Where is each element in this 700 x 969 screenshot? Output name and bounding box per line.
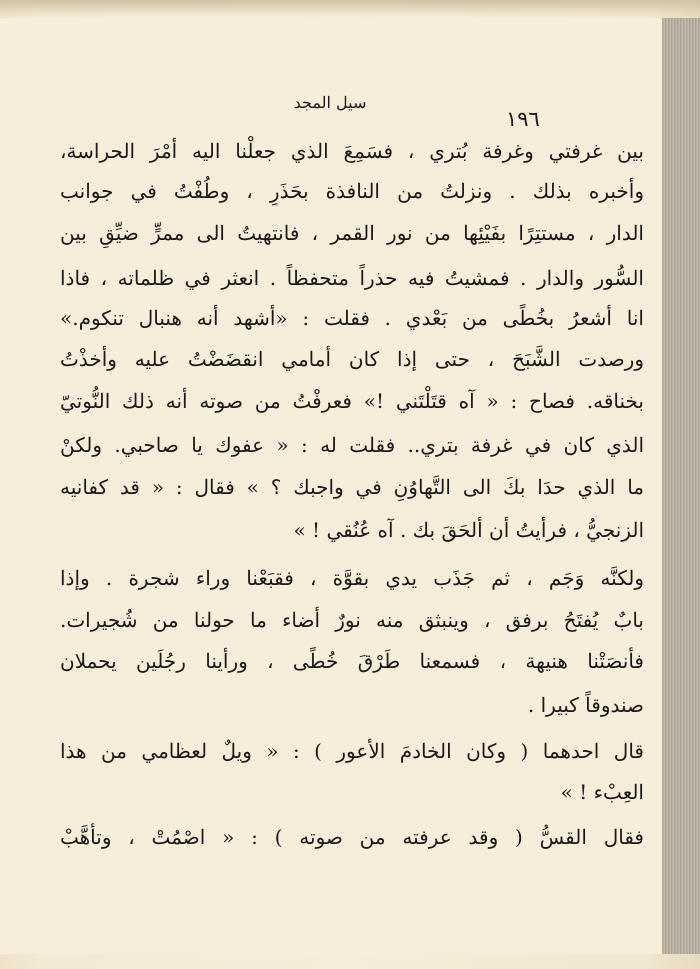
page-number: ١٩٦ [506,107,540,131]
text-line-10: الزنجيُّ ، فرأيتُ أن ألحَقَ بك . آه عُنُقي ! » [293,518,644,542]
text-line-7: بخناقه. فصاح : « آه قتَلْتَني !» فعرفْتُ من صوته أنه ذلك النُّوتيّ [60,389,644,413]
text-line-4: السُّور والدار . فمشيتُ فيه حذراً متحفظاً . انعثر في ظلماته ، فاذا [60,266,644,290]
text-line-15: قال احدهما ( وكان الخادمَ الأعور ) : « ويلٌ لعظامي من هذا [60,739,644,763]
page-edges [661,18,700,954]
text-line-11: ولكنَّه وَجَم ، ثم جَذَب يدي بقوَّة ، فقبَعْنا وراء شجرة . وإذا [60,566,644,590]
text-line-12: بابٌ يُفتَحُ برفق ، وينبثق منه نورٌ أضاء ما حولنا من شُجيرات. [60,608,644,632]
text-line-1: بين غرفتي وغرفة بُتري ، فسَمِعَ الذي جعلْنا اليه أمْرَ الحراسة، [60,139,644,163]
text-line-2: وأخبره بذلك . ونزلتُ من النافذة بحَذَرٍ ، وطُفْتُ في جوانب [60,179,644,203]
text-line-17: فقال القسُّ ( وقد عرفته من صوته ) : « اصْمُتْ ، وتأهَّبْ [60,825,644,849]
text-line-14: صندوقاً كبيرا . [527,693,644,717]
text-line-8: الذي كان في غرفة بتري.. فقلت له : « عفوك يا صاحبي. ولكنْ [60,433,644,457]
text-line-6: ورصدت الشَّبَحَ ، حتى إذا كان أمامي انقضَضْتُ عليه وأخذْتُ [60,347,644,371]
text-line-3: الدار ، مستتِرًا بفَيْئِها من نور القمر ، فانتهيتُ الى ممرٍّ ضيِّقٍ بين [60,221,644,245]
top-shadow [0,0,700,16]
book-page [0,18,663,954]
text-line-5: انا أشعرُ بخُطًى من بَعْدي . فقلت : «أشهد أنه هنبال تنكوم.» [60,306,644,330]
text-line-16: العِبْء ! » [560,780,644,804]
text-line-13: فأنصَتْنا هنيهة ، فسمعنا طَرْقَ خُطًى ، ورأينا رجُلَين يحملان [60,649,644,673]
text-line-9: ما الذي حدَا بكَ الى التَّهاوُنِ في واجبك ؟ » فقال : « قد كفانيه [60,475,644,499]
running-title: سيل المجد [293,93,367,112]
